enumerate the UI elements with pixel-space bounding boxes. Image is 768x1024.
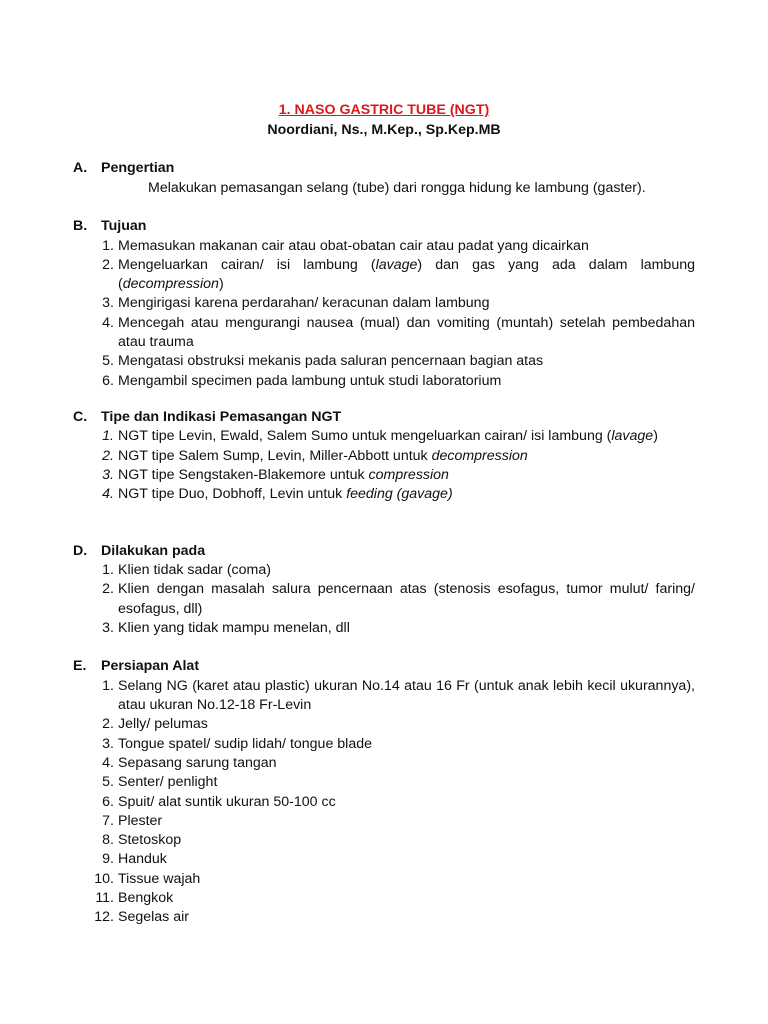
list-item-number: 1. [102, 428, 114, 445]
list-item [73, 715, 695, 734]
list-item-text [118, 352, 695, 371]
numbered-list [73, 237, 695, 391]
italic-term: compression [368, 466, 449, 483]
list-item-text [118, 256, 695, 295]
list-item-number: 4. [102, 754, 114, 771]
section-title: Tipe dan Indikasi Pemasangan NGT [101, 408, 342, 425]
list-item-text [118, 850, 695, 869]
text-run: Segelas air [118, 909, 189, 926]
list-item [73, 908, 695, 927]
list-item-text [118, 677, 695, 716]
list-item-text [118, 619, 695, 638]
document-title: 1. NASO GASTRIC TUBE (NGT) [278, 102, 490, 118]
text-run: Tongue spatel/ sudip lidah/ tongue blade [118, 735, 372, 752]
section-description: Melakukan pemasangan selang (tube) dari rongga hidung ke lambung (gaster). [148, 179, 646, 196]
text-run: ) [218, 276, 224, 293]
text-run: ) [653, 428, 658, 445]
list-item-text [118, 485, 695, 504]
text-run: Mengeluarkan cairan/ isi lambung ( [118, 256, 376, 273]
section-heading [73, 657, 695, 677]
section-letter: E. [73, 658, 87, 675]
list-item [73, 294, 695, 313]
list-item [73, 812, 695, 831]
list-item-text [118, 427, 695, 446]
section-title: Persiapan Alat [101, 658, 200, 675]
list-item [73, 580, 695, 619]
list-item-text [118, 314, 695, 353]
section-letter: D. [73, 542, 88, 559]
section-heading [73, 159, 695, 179]
list-item-number: 3. [102, 735, 114, 752]
list-item [73, 793, 695, 812]
list-item [73, 561, 695, 580]
numbered-list [73, 427, 695, 504]
list-item-text [118, 447, 695, 466]
list-item-number: 5. [102, 353, 114, 370]
italic-term: decompression [122, 276, 219, 293]
section-title: Tujuan [101, 218, 147, 234]
text-run: ) dan gas yang ada dalam lambung ( [118, 256, 695, 293]
text-run: Mencegah atau mengurangi nausea (mual) dan vomiting (muntah) setelah pembedahan atau trauma [118, 314, 695, 350]
list-item-number: 1. [102, 237, 114, 254]
text-run: Klien tidak sadar (coma) [118, 562, 271, 579]
text-run: Senter/ penlight [118, 774, 218, 791]
list-item-text [118, 294, 695, 313]
list-item-number: 12. [94, 909, 114, 926]
section-pengertian [73, 159, 695, 198]
section-persiapan-alat [73, 657, 695, 927]
list-item [73, 352, 695, 371]
list-item-text [118, 372, 695, 391]
text-run: Jelly/ pelumas [118, 716, 208, 733]
text-run: Memasukan makanan cair atau obat-obatan cair atau padat yang dicairkan [118, 237, 589, 254]
document-author: Noordiani, Ns., M.Kep., Sp.Kep.MB [267, 122, 501, 138]
section-title: Dilakukan pada [101, 542, 206, 559]
list-item-text [118, 908, 695, 927]
section-heading [73, 217, 695, 237]
list-item [73, 850, 695, 869]
section-letter: A. [73, 160, 88, 176]
italic-term: feeding (gavage) [346, 486, 453, 503]
list-item-number: 1. [102, 562, 114, 579]
list-item-number: 2. [102, 581, 114, 598]
section-heading [73, 408, 695, 428]
list-item-text [118, 793, 695, 812]
text-run: Mengambil specimen pada lambung untuk studi laboratorium [118, 372, 502, 389]
list-item [73, 754, 695, 773]
list-item-number: 2. [102, 256, 114, 273]
list-item-number: 3. [102, 619, 114, 636]
text-run: Spuit/ alat suntik ukuran 50-100 cc [118, 793, 336, 810]
section-letter: C. [73, 408, 88, 425]
text-run: Stetoskop [118, 832, 182, 849]
text-run: NGT tipe Duo, Dobhoff, Levin untuk [118, 486, 347, 503]
list-item-number: 6. [102, 793, 114, 810]
section-title: Pengertian [101, 160, 175, 176]
list-item-number: 6. [102, 372, 114, 389]
list-item [73, 485, 695, 504]
section-tujuan [73, 217, 695, 391]
list-item-number: 8. [102, 832, 114, 849]
list-item [73, 466, 695, 485]
list-item-text [118, 754, 695, 773]
list-item-number: 9. [102, 851, 114, 868]
list-item [73, 870, 695, 889]
list-item [73, 427, 695, 446]
list-item [73, 889, 695, 908]
list-item-text [118, 237, 695, 256]
list-item-number: 4. [102, 486, 114, 503]
list-item-text [118, 735, 695, 754]
text-run: Klien yang tidak mampu menelan, dll [118, 619, 350, 636]
list-item-text [118, 870, 695, 889]
text-run: NGT tipe Salem Sump, Levin, Miller-Abbott untuk [118, 447, 432, 464]
list-item-number: 11. [95, 890, 114, 907]
list-item-number: 2. [102, 716, 114, 733]
italic-term: decompression [431, 447, 528, 464]
list-item [73, 314, 695, 353]
text-run: Klien dengan masalah salura pencernaan atas (stenosis esofagus, tumor mulut/ faring/ esofagus, dll) [118, 581, 695, 617]
list-item [73, 773, 695, 792]
section-heading [73, 542, 695, 562]
list-item-number: 10. [94, 870, 114, 887]
list-item-text [118, 889, 695, 908]
text-run: NGT tipe Sengstaken-Blakemore untuk [118, 466, 369, 483]
text-run: Handuk [118, 851, 167, 868]
list-item-number: 2. [102, 447, 114, 464]
list-item-text [118, 831, 695, 850]
text-run: Bengkok [118, 890, 174, 907]
list-item-text [118, 773, 695, 792]
numbered-list [73, 561, 695, 638]
text-run: Tissue wajah [118, 870, 201, 887]
list-item-text [118, 812, 695, 831]
list-item-number: 1. [102, 677, 114, 694]
list-item [73, 372, 695, 391]
list-item-number: 7. [102, 812, 114, 829]
list-item-number: 4. [102, 314, 114, 331]
list-item [73, 237, 695, 256]
list-item [73, 677, 695, 716]
section-tipe-indikasi [73, 408, 695, 505]
text-run: Selang NG (karet atau plastic) ukuran No.14 atau 16 Fr (untuk anak lebih kecil ukurannya), atau ukuran No.12-18 Fr-Levin [118, 677, 695, 714]
italic-term: lavage [375, 256, 418, 273]
list-item-text [118, 561, 695, 580]
text-run: Plester [118, 812, 163, 829]
text-run: Mengatasi obstruksi mekanis pada saluran pencernaan bagian atas [118, 353, 544, 370]
text-run: NGT tipe Levin, Ewald, Salem Sumo untuk mengeluarkan cairan/ isi lambung ( [118, 428, 612, 445]
list-item-number: 5. [102, 774, 114, 791]
list-item-text [118, 466, 695, 485]
list-item-number: 3. [102, 295, 114, 312]
text-run: Mengirigasi karena perdarahan/ keracunan dalam lambung [118, 295, 490, 312]
list-item [73, 735, 695, 754]
list-item-text [118, 580, 695, 619]
numbered-list [73, 677, 695, 928]
list-item [73, 256, 695, 295]
text-run: Sepasang sarung tangan [118, 754, 277, 771]
list-item [73, 831, 695, 850]
list-item [73, 619, 695, 638]
list-item-number: 3. [102, 466, 114, 483]
section-dilakukan-pada [73, 542, 695, 639]
list-item-text [118, 715, 695, 734]
list-item [73, 447, 695, 466]
italic-term: lavage [611, 428, 654, 445]
section-letter: B. [73, 218, 88, 234]
